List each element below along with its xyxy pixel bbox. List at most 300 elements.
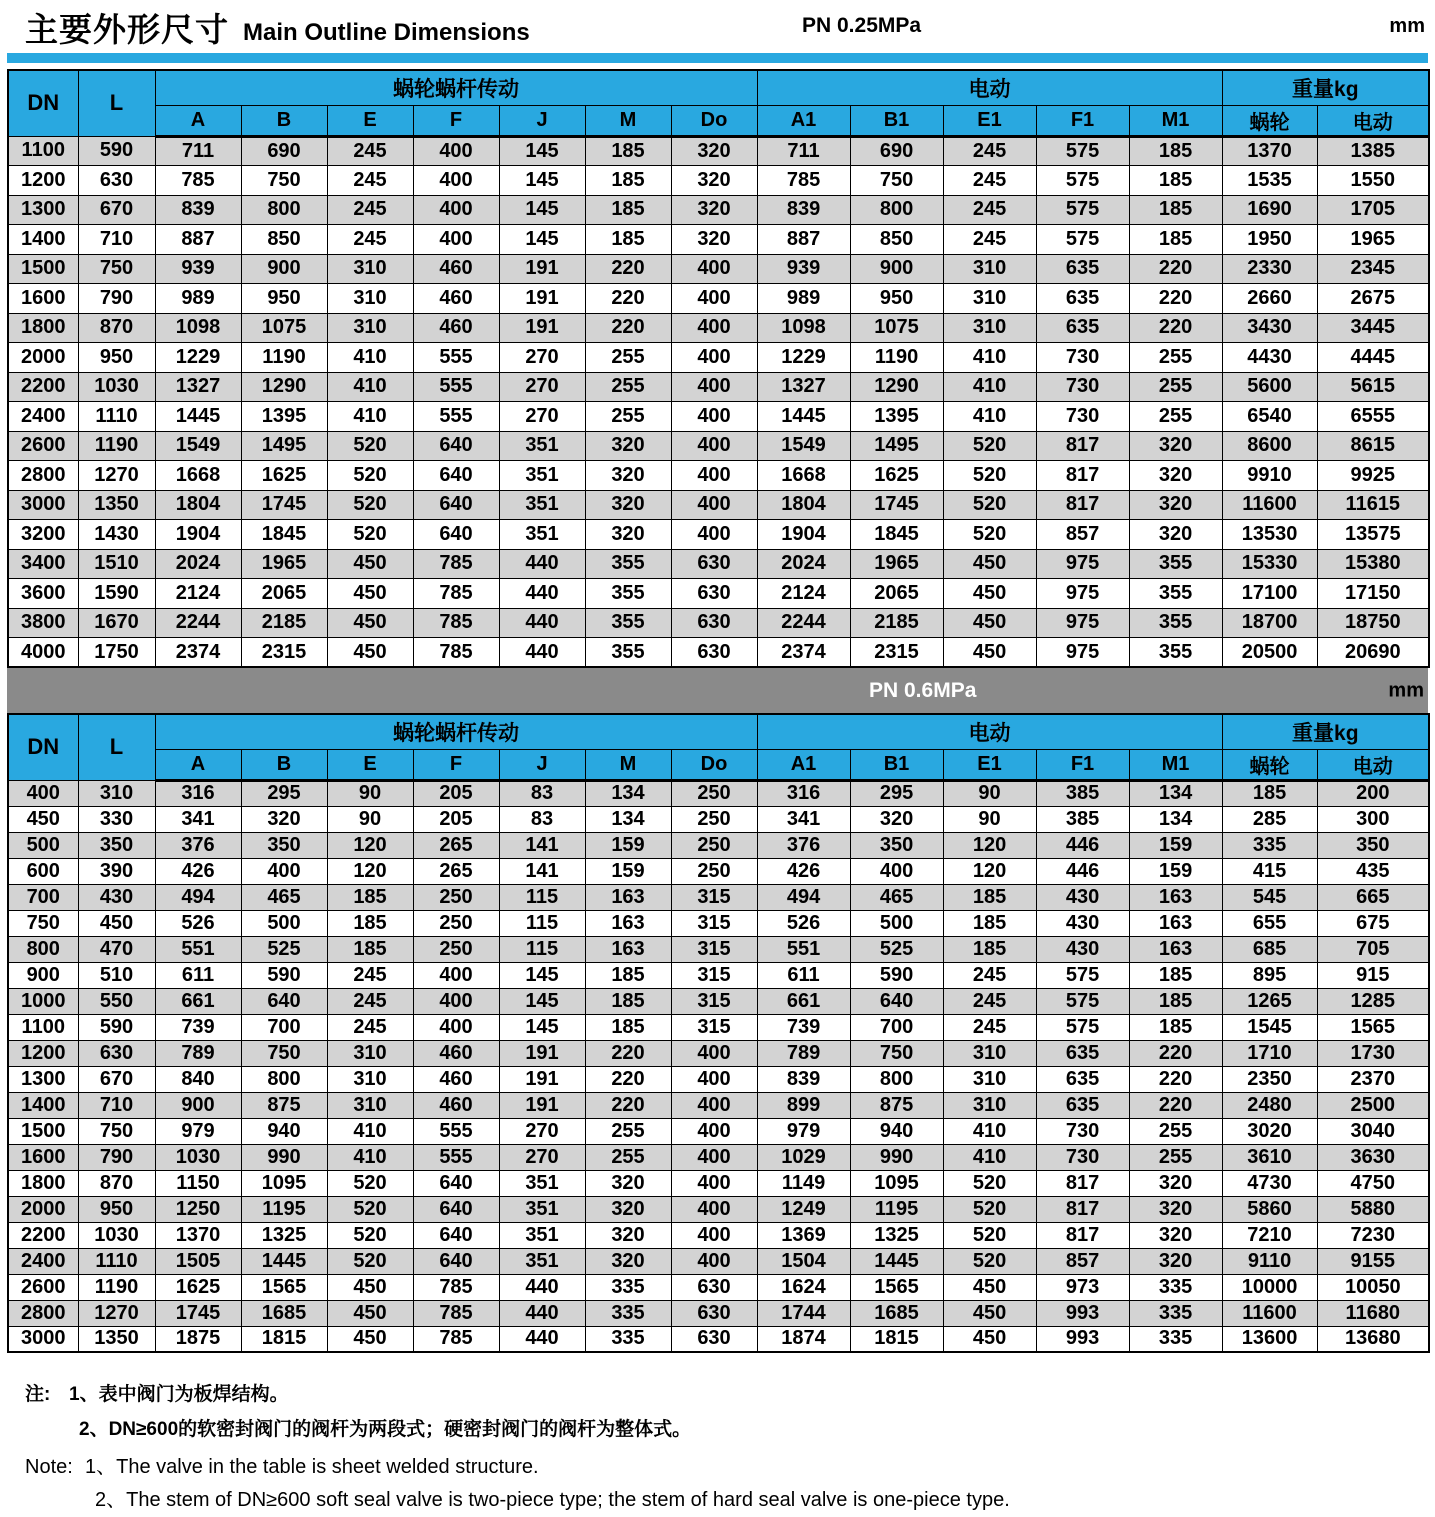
table-cell: 270 (499, 1144, 585, 1170)
table-cell: 5600 (1222, 372, 1317, 402)
table-cell: 1815 (850, 1326, 943, 1352)
table-cell: 705 (1317, 936, 1429, 962)
table-cell: 2800 (8, 461, 78, 491)
table-cell: 8600 (1222, 431, 1317, 461)
note-line (25, 1484, 1428, 1517)
table-cell: 1195 (850, 1196, 943, 1222)
table-cell: 710 (78, 225, 155, 255)
note-line (25, 1412, 1428, 1447)
table-cell: 250 (413, 884, 499, 910)
table-cell: 1505 (155, 1248, 241, 1274)
col-group-worm-gear: 蜗轮蜗杆传动 (155, 714, 757, 749)
col-header-weight-electric: 电动 (1317, 105, 1429, 136)
table-row (8, 1040, 1429, 1066)
table-row (8, 936, 1429, 962)
table-cell: 857 (1036, 520, 1129, 550)
table-cell: 887 (757, 225, 850, 255)
table-cell: 145 (499, 166, 585, 196)
table-cell: 15330 (1222, 549, 1317, 579)
unit-label-top: mm (1389, 15, 1425, 37)
col-header-e: E (327, 749, 413, 780)
table-cell: 1229 (155, 343, 241, 373)
table-cell: 520 (327, 1170, 413, 1196)
table-cell: 2124 (155, 579, 241, 609)
table-cell: 2330 (1222, 254, 1317, 284)
table-cell: 376 (155, 832, 241, 858)
unit-label-band: mm (1388, 679, 1424, 701)
table-cell: 426 (757, 858, 850, 884)
table-cell: 351 (499, 1170, 585, 1196)
table-cell: 635 (1036, 254, 1129, 284)
col-header-weight-worm: 蜗轮 (1222, 105, 1317, 136)
table-cell: 940 (850, 1118, 943, 1144)
table-cell: 975 (1036, 608, 1129, 638)
table-cell: 295 (850, 780, 943, 806)
table-cell: 310 (943, 1040, 1036, 1066)
table-cell: 575 (1036, 225, 1129, 255)
table-cell: 575 (1036, 195, 1129, 225)
table-cell: 335 (585, 1274, 671, 1300)
table-cell: 220 (1129, 1066, 1222, 1092)
table-cell: 875 (241, 1092, 327, 1118)
table-cell: 245 (327, 962, 413, 988)
table-cell: 520 (327, 1222, 413, 1248)
table-cell: 1625 (241, 461, 327, 491)
table-cell: 341 (757, 806, 850, 832)
col-header-e1: E1 (943, 105, 1036, 136)
table-cell: 400 (671, 1092, 757, 1118)
table-cell: 730 (1036, 1118, 1129, 1144)
table-cell: 1800 (8, 313, 78, 343)
col-header-l: L (78, 714, 155, 780)
table-cell: 2000 (8, 1196, 78, 1222)
table-cell: 250 (671, 858, 757, 884)
table-cell: 120 (327, 832, 413, 858)
table-cell: 400 (671, 254, 757, 284)
table-cell: 785 (413, 638, 499, 668)
table-cell: 1290 (850, 372, 943, 402)
col-group-weight: 重量kg (1222, 714, 1429, 749)
table-cell: 1229 (757, 343, 850, 373)
table-cell: 630 (671, 579, 757, 609)
table-cell: 1965 (1317, 225, 1429, 255)
table-cell: 939 (757, 254, 850, 284)
table-cell: 250 (413, 936, 499, 962)
table-cell: 185 (1129, 136, 1222, 166)
table-cell: 2065 (850, 579, 943, 609)
table-cell: 465 (850, 884, 943, 910)
table-cell: 185 (943, 910, 1036, 936)
table-cell: 750 (241, 166, 327, 196)
table-cell: 975 (1036, 638, 1129, 668)
col-header-f1: F1 (1036, 749, 1129, 780)
table-cell: 800 (241, 195, 327, 225)
table-cell: 5615 (1317, 372, 1429, 402)
table-cell: 1100 (8, 1014, 78, 1040)
table-cell: 145 (499, 988, 585, 1014)
table-cell: 1249 (757, 1196, 850, 1222)
table-cell: 335 (1222, 832, 1317, 858)
table-cell: 410 (943, 1118, 1036, 1144)
table-cell: 1750 (78, 638, 155, 668)
table-cell: 630 (78, 166, 155, 196)
table-cell: 1445 (241, 1248, 327, 1274)
table-cell: 520 (327, 490, 413, 520)
table-cell: 555 (413, 1144, 499, 1170)
table-cell: 800 (241, 1066, 327, 1092)
table-cell: 315 (671, 884, 757, 910)
table-cell: 551 (155, 936, 241, 962)
table-cell: 900 (8, 962, 78, 988)
table-cell: 520 (327, 1248, 413, 1274)
table-cell: 200 (1317, 780, 1429, 806)
table-cell: 400 (671, 1118, 757, 1144)
table-cell: 817 (1036, 490, 1129, 520)
table-cell: 520 (943, 1196, 1036, 1222)
table-cell: 13530 (1222, 520, 1317, 550)
table-cell: 785 (413, 608, 499, 638)
table-cell: 205 (413, 806, 499, 832)
table-cell: 1550 (1317, 166, 1429, 196)
table-row (8, 1248, 1429, 1274)
table-row (8, 431, 1429, 461)
table-cell: 520 (943, 1170, 1036, 1196)
table-cell: 460 (413, 1066, 499, 1092)
table-cell: 335 (585, 1326, 671, 1352)
table-cell: 245 (943, 962, 1036, 988)
note-text: 1、The valve in the table is sheet welded structure. (85, 1456, 539, 1478)
table-cell: 83 (499, 806, 585, 832)
table-cell: 670 (78, 1066, 155, 1092)
table-header (8, 714, 1429, 780)
table-cell: 400 (413, 988, 499, 1014)
table-cell: 789 (155, 1040, 241, 1066)
table-cell: 1745 (241, 490, 327, 520)
table-cell: 265 (413, 858, 499, 884)
table-cell: 159 (585, 858, 671, 884)
table-cell: 950 (241, 284, 327, 314)
table-cell: 730 (1036, 343, 1129, 373)
table-cell: 400 (413, 225, 499, 255)
table-cell: 320 (671, 195, 757, 225)
table-cell: 9925 (1317, 461, 1429, 491)
table-cell: 817 (1036, 431, 1129, 461)
table-cell: 351 (499, 1222, 585, 1248)
table-cell: 520 (327, 1196, 413, 1222)
table-cell: 640 (413, 1196, 499, 1222)
table-cell: 255 (585, 343, 671, 373)
table-cell: 545 (1222, 884, 1317, 910)
table-cell: 3000 (8, 490, 78, 520)
table-cell: 351 (499, 490, 585, 520)
table-cell: 700 (241, 1014, 327, 1040)
table-cell: 1150 (155, 1170, 241, 1196)
table-cell: 400 (671, 1222, 757, 1248)
table-cell: 2374 (155, 638, 241, 668)
table-cell: 1565 (850, 1274, 943, 1300)
table-cell: 1565 (1317, 1014, 1429, 1040)
table-row (8, 520, 1429, 550)
table-cell: 817 (1036, 1170, 1129, 1196)
table-cell: 817 (1036, 1222, 1129, 1248)
table-cell: 185 (1129, 988, 1222, 1014)
table-cell: 840 (155, 1066, 241, 1092)
table-cell: 973 (1036, 1274, 1129, 1300)
table-cell: 270 (499, 343, 585, 373)
table-cell: 550 (78, 988, 155, 1014)
table-cell: 185 (1222, 780, 1317, 806)
table-cell: 975 (1036, 579, 1129, 609)
table-cell: 4445 (1317, 343, 1429, 373)
col-header-a1: A1 (757, 749, 850, 780)
table-cell: 13680 (1317, 1326, 1429, 1352)
table-cell: 1705 (1317, 195, 1429, 225)
table-cell: 450 (943, 579, 1036, 609)
table-row (8, 313, 1429, 343)
table-cell: 255 (585, 402, 671, 432)
header-group-row (8, 70, 1429, 105)
table-cell: 13600 (1222, 1326, 1317, 1352)
table-cell: 915 (1317, 962, 1429, 988)
table-cell: 400 (671, 1066, 757, 1092)
table-cell: 185 (1129, 962, 1222, 988)
table-cell: 1710 (1222, 1040, 1317, 1066)
table-cell: 2244 (757, 608, 850, 638)
col-header-j: J (499, 105, 585, 136)
table-cell: 440 (499, 579, 585, 609)
table-cell: 785 (413, 1326, 499, 1352)
col-header-f: F (413, 749, 499, 780)
col-header-dn: DN (8, 70, 78, 136)
table-row (8, 1222, 1429, 1248)
table-cell: 520 (327, 520, 413, 550)
table-row (8, 988, 1429, 1014)
table-cell: 185 (327, 936, 413, 962)
table-row (8, 780, 1429, 806)
table-cell: 320 (585, 1196, 671, 1222)
table-cell: 3800 (8, 608, 78, 638)
table-cell: 1730 (1317, 1040, 1429, 1066)
table-cell: 310 (327, 254, 413, 284)
table-cell: 17100 (1222, 579, 1317, 609)
table-cell: 750 (78, 254, 155, 284)
table-cell: 1400 (8, 1092, 78, 1118)
table-cell: 640 (413, 1222, 499, 1248)
table-cell: 975 (1036, 549, 1129, 579)
table-cell: 510 (78, 962, 155, 988)
table-cell: 245 (943, 166, 1036, 196)
table-cell: 870 (78, 1170, 155, 1196)
table-cell: 159 (1129, 832, 1222, 858)
table-cell: 7230 (1317, 1222, 1429, 1248)
table-cell: 2480 (1222, 1092, 1317, 1118)
table-cell: 739 (155, 1014, 241, 1040)
table-cell: 870 (78, 313, 155, 343)
pressure-label-pn025: PN 0.25MPa (802, 14, 922, 37)
table-cell: 250 (671, 832, 757, 858)
table-cell: 351 (499, 1196, 585, 1222)
table-cell: 320 (671, 136, 757, 166)
table-cell: 494 (155, 884, 241, 910)
table-cell: 351 (499, 461, 585, 491)
table-cell: 185 (1129, 1014, 1222, 1040)
table-cell: 191 (499, 254, 585, 284)
table-cell: 990 (241, 1144, 327, 1170)
table-cell: 611 (757, 962, 850, 988)
table-cell: 400 (671, 1040, 757, 1066)
col-header-f: F (413, 105, 499, 136)
table-cell: 1327 (155, 372, 241, 402)
table-cell: 400 (671, 490, 757, 520)
table-cell: 525 (850, 936, 943, 962)
table-cell: 839 (757, 1066, 850, 1092)
table-cell: 11680 (1317, 1300, 1429, 1326)
col-group-weight: 重量kg (1222, 70, 1429, 105)
table-cell: 1395 (241, 402, 327, 432)
table-cell: 400 (413, 1014, 499, 1040)
table-cell: 575 (1036, 1014, 1129, 1040)
table-cell: 789 (757, 1040, 850, 1066)
table-row (8, 343, 1429, 373)
table-cell: 11615 (1317, 490, 1429, 520)
table-cell: 839 (757, 195, 850, 225)
table-cell: 555 (413, 343, 499, 373)
table-cell: 185 (1129, 225, 1222, 255)
table-cell: 320 (1129, 1170, 1222, 1196)
table-cell: 1625 (850, 461, 943, 491)
table-cell: 817 (1036, 1196, 1129, 1222)
table-cell: 1445 (155, 402, 241, 432)
table-cell: 526 (757, 910, 850, 936)
table-cell: 460 (413, 254, 499, 284)
table-cell: 630 (671, 608, 757, 638)
table-cell: 1075 (241, 313, 327, 343)
table-cell: 255 (585, 372, 671, 402)
table-cell: 1200 (8, 166, 78, 196)
table-cell: 134 (585, 806, 671, 832)
table-cell: 320 (1129, 431, 1222, 461)
table-cell: 310 (327, 284, 413, 314)
table-cell: 2370 (1317, 1066, 1429, 1092)
col-header-f1: F1 (1036, 105, 1129, 136)
table-cell: 3445 (1317, 313, 1429, 343)
table-cell: 1685 (241, 1300, 327, 1326)
table-cell: 83 (499, 780, 585, 806)
table-cell: 2350 (1222, 1066, 1317, 1092)
table-cell: 640 (241, 988, 327, 1014)
table-cell: 555 (413, 402, 499, 432)
table-cell: 320 (1129, 1196, 1222, 1222)
table-cell: 1495 (850, 431, 943, 461)
table-cell: 185 (585, 1014, 671, 1040)
table-cell: 185 (585, 988, 671, 1014)
table-cell: 520 (327, 431, 413, 461)
table-cell: 450 (943, 1274, 1036, 1300)
table-cell: 2200 (8, 1222, 78, 1248)
table-cell: 191 (499, 1092, 585, 1118)
table-cell: 355 (585, 549, 671, 579)
table-cell: 1190 (850, 343, 943, 373)
table-cell: 90 (327, 780, 413, 806)
table-cell: 555 (413, 1118, 499, 1144)
pressure-label-pn06: PN 0.6MPa (869, 678, 977, 702)
table-cell: 1874 (757, 1326, 850, 1352)
table-cell: 145 (499, 136, 585, 166)
table-cell: 590 (850, 962, 943, 988)
table-cell: 400 (671, 431, 757, 461)
col-header-e1: E1 (943, 749, 1036, 780)
table-cell: 730 (1036, 402, 1129, 432)
table-row (8, 910, 1429, 936)
table-cell: 700 (850, 1014, 943, 1040)
table-cell: 185 (327, 884, 413, 910)
table-cell: 2600 (8, 1274, 78, 1300)
table-cell: 440 (499, 549, 585, 579)
table-cell: 315 (671, 988, 757, 1014)
header-sub-row (8, 105, 1429, 136)
table-cell: 675 (1317, 910, 1429, 936)
table-cell: 520 (943, 1222, 1036, 1248)
table-cell: 450 (8, 806, 78, 832)
table-cell: 1745 (155, 1300, 241, 1326)
table-row (8, 884, 1429, 910)
table-cell: 320 (1129, 490, 1222, 520)
table-cell: 1325 (241, 1222, 327, 1248)
table-cell: 18750 (1317, 608, 1429, 638)
table-cell: 850 (850, 225, 943, 255)
table-cell: 285 (1222, 806, 1317, 832)
table-cell: 640 (413, 461, 499, 491)
table-cell: 316 (757, 780, 850, 806)
table-cell: 350 (850, 832, 943, 858)
table-cell: 310 (327, 1092, 413, 1118)
header-group-row (8, 714, 1429, 749)
table-cell: 90 (327, 806, 413, 832)
table-cell: 220 (585, 254, 671, 284)
table-cell: 670 (78, 195, 155, 225)
table-cell: 739 (757, 1014, 850, 1040)
table-cell: 1350 (78, 1326, 155, 1352)
table-cell: 1625 (155, 1274, 241, 1300)
table-cell: 887 (155, 225, 241, 255)
table-cell: 310 (327, 313, 413, 343)
table-cell: 255 (1129, 1144, 1222, 1170)
table-cell: 3040 (1317, 1118, 1429, 1144)
table-cell: 520 (943, 461, 1036, 491)
table-cell: 1370 (1222, 136, 1317, 166)
dimensions-table-pn06 (7, 713, 1430, 1353)
page-title-zh: 主要外形尺寸 (25, 11, 229, 48)
table-cell: 400 (671, 284, 757, 314)
table-cell: 3630 (1317, 1144, 1429, 1170)
table-cell: 410 (327, 372, 413, 402)
table-cell: 4000 (8, 638, 78, 668)
table-cell: 2124 (757, 579, 850, 609)
table-cell: 950 (78, 343, 155, 373)
table-cell: 400 (413, 195, 499, 225)
table-cell: 320 (671, 225, 757, 255)
table-cell: 2500 (1317, 1092, 1429, 1118)
table-cell: 376 (757, 832, 850, 858)
table-row (8, 254, 1429, 284)
table-cell: 245 (327, 166, 413, 196)
note-line (25, 1451, 1428, 1484)
table-cell: 163 (585, 910, 671, 936)
table-cell: 979 (155, 1118, 241, 1144)
col-header-weight-worm: 蜗轮 (1222, 749, 1317, 780)
table-cell: 350 (78, 832, 155, 858)
table-cell: 993 (1036, 1326, 1129, 1352)
